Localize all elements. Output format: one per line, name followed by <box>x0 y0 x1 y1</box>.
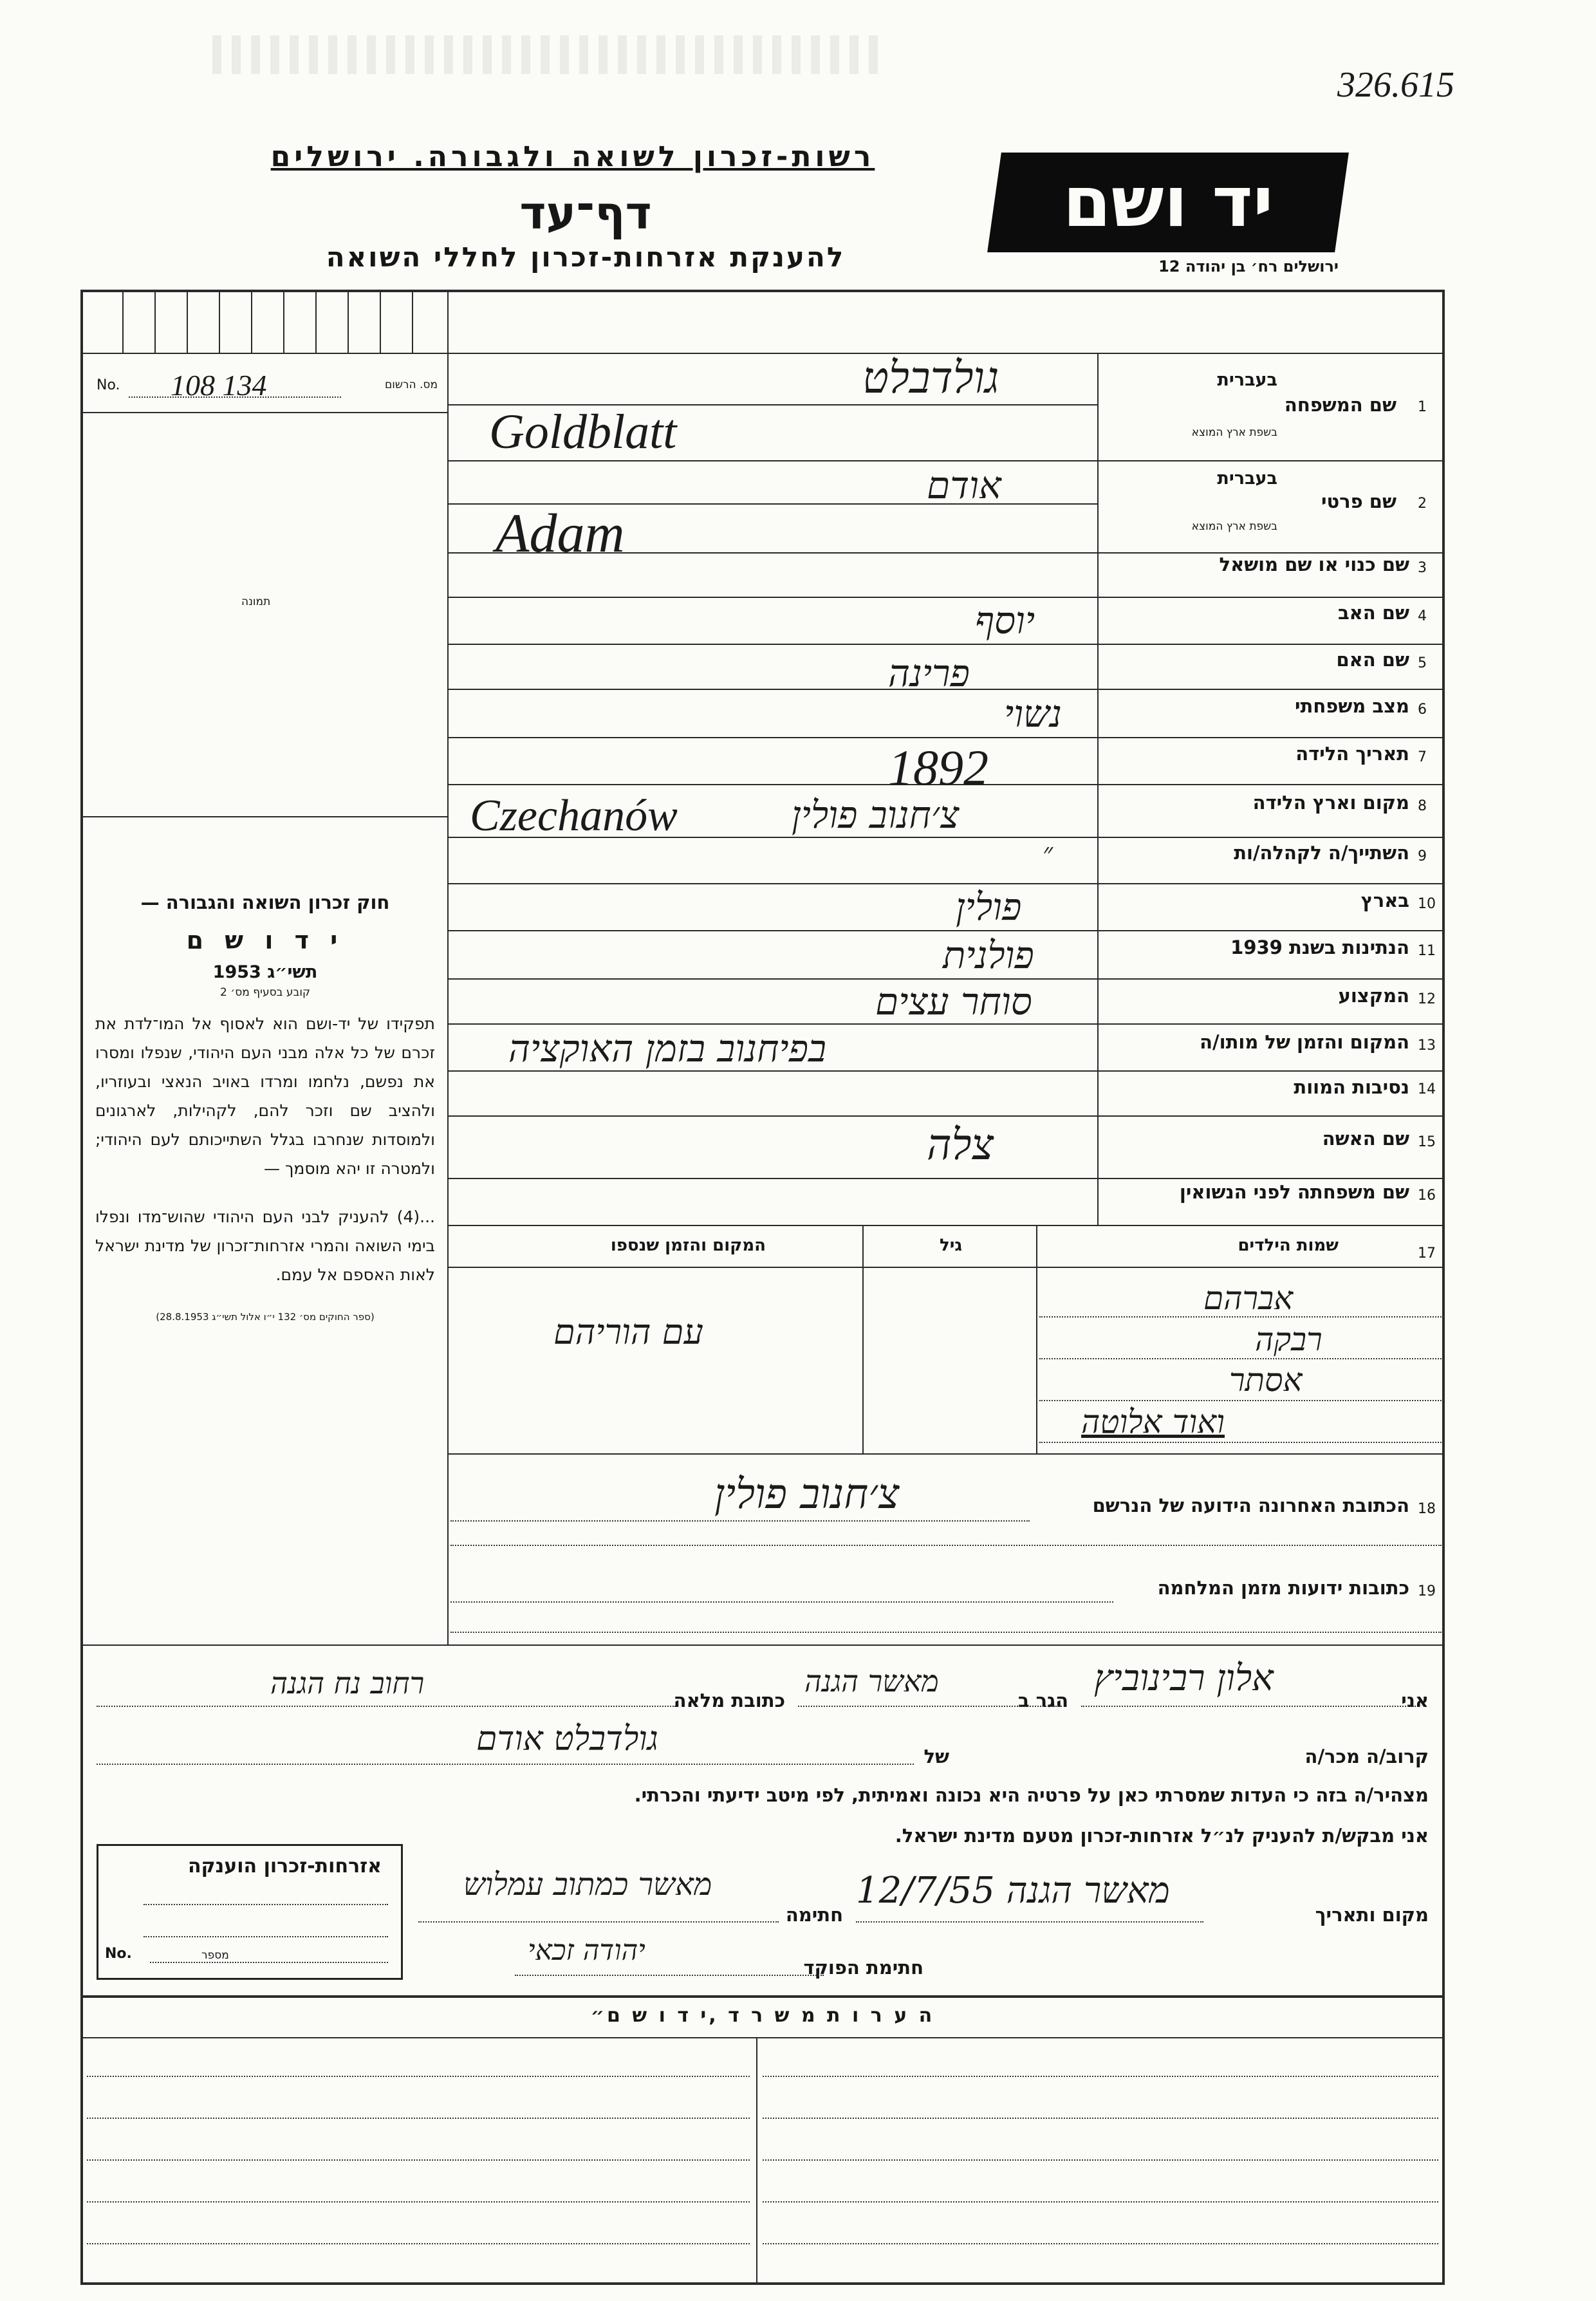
children-death-header: המקום והזמן שנספו <box>610 1236 766 1255</box>
field-label-mother-name: שם האם <box>1336 649 1409 671</box>
field-number: 17 <box>1418 1245 1436 1262</box>
field-number: 16 <box>1418 1188 1436 1204</box>
field-number: 3 <box>1418 560 1427 576</box>
full-address-label: כתובת מלאה <box>673 1690 785 1711</box>
witness-name[interactable]: אלון רבינוביץ <box>1094 1657 1274 1699</box>
citizenship-granted-title: אזרחות-זכרון הוענקה <box>187 1855 382 1877</box>
logo-text: יד ושם <box>1062 162 1274 243</box>
field-number: 5 <box>1418 655 1427 671</box>
registration-no-label: No. <box>97 377 120 393</box>
yad-vashem-logo <box>987 153 1349 252</box>
field-label-death-circumstances: נסיבות המוות <box>1294 1076 1409 1098</box>
form-title: דף־עד <box>519 187 652 239</box>
field-number: 18 <box>1418 1501 1436 1517</box>
field-number: 10 <box>1418 896 1436 912</box>
origin-sublabel: בשפת ארץ המוצא <box>1191 520 1277 533</box>
field-number: 19 <box>1418 1583 1436 1599</box>
death-place-value[interactable]: בפיחנוב בזמן האוקציה <box>508 1027 826 1070</box>
field-label-death-place-time: המקום והזמן של מותו/ה <box>1200 1031 1409 1053</box>
authority-title: רשות-זכרון לשואה ולגבורה. ירושלים <box>270 140 875 173</box>
first-name-hebrew[interactable]: אודם <box>927 463 1001 507</box>
field-label-first-name: שם פרטי <box>1321 490 1396 512</box>
photo-label: תמונה <box>241 595 271 608</box>
field-label-wartime-addresses: כתובות ידועות מזמן המלחמה <box>1157 1577 1409 1599</box>
registration-number[interactable]: 108 134 <box>171 369 267 402</box>
field-number: 11 <box>1418 943 1436 959</box>
scan-smudge <box>212 35 888 74</box>
law-paragraph-2: ...(4) להעניק לבני העם היהודי שהוש־מדו ונפלו בימי השואה והמרי אזרחות־זכרון של מדינת ישראל לאות האספם אל עמם. <box>95 1207 435 1284</box>
witness-address[interactable]: רחוב נח הגנה <box>270 1666 425 1700</box>
relation-label: קרוב/ה מכר/ה <box>1304 1746 1429 1767</box>
place-date-value[interactable]: מאשר הגנה 12/7/55 <box>856 1870 1170 1912</box>
resides-in-label: הגר ב <box>1017 1690 1068 1711</box>
clerk-signature-label: חתימת הפוקד <box>803 1957 923 1979</box>
family-name-hebrew[interactable]: גולדבלט <box>862 353 999 404</box>
field-number: 12 <box>1418 991 1436 1007</box>
field-number: 1 <box>1418 399 1427 415</box>
field-number: 13 <box>1418 1038 1436 1054</box>
place-date-label: מקום ותאריך <box>1315 1904 1429 1926</box>
field-label-wife-name: שם האשה <box>1322 1128 1409 1150</box>
field-number: 8 <box>1418 798 1427 814</box>
field-number: 14 <box>1418 1081 1436 1097</box>
field-label-family-name: שם המשפחה <box>1284 394 1396 416</box>
field-number: 15 <box>1418 1134 1436 1150</box>
field-label-birth-date: תאריך הלידה <box>1295 743 1409 765</box>
field-label-citizenship-1939: הנתינות בשנת 1939 <box>1230 936 1409 958</box>
archive-number: 326.615 <box>1337 65 1454 105</box>
form-subtitle: להענקת אזרחות-זכרון לחללי השואה <box>326 241 846 273</box>
child-name-3[interactable]: אסתר <box>1229 1361 1303 1399</box>
field-label-father-name: שם האב <box>1337 602 1409 624</box>
law-source: (ספר החוקים מס׳ 132 י״ו אלול תשי״ג 28.8.1953) <box>156 1311 375 1323</box>
of-label: של <box>923 1746 949 1767</box>
signature-label: חתימה <box>785 1904 843 1926</box>
birth-date-value[interactable]: 1892 <box>888 740 988 796</box>
family-name-original[interactable]: Goldblatt <box>489 405 677 459</box>
father-name-value[interactable]: יוסף <box>975 599 1035 642</box>
office-notes-header: ה ע ר ו ת מ ש ר ד ,י ד ו ש ם״ <box>590 2004 935 2027</box>
mother-name-value[interactable]: פרינה <box>888 651 970 695</box>
stamp-number-label: מספר <box>201 1949 229 1962</box>
stamp-no-label: No. <box>105 1946 132 1962</box>
statement-2: אני מבקש/ת להעניק לנ״ל אזרחות-זכרון מטעם מדינת ישראל. <box>895 1825 1429 1847</box>
child-name-4[interactable]: ואוד אלוטה <box>1081 1403 1225 1440</box>
citizenship-value[interactable]: פולנית <box>943 933 1034 977</box>
witness-city[interactable]: מאשר הגנה <box>804 1664 939 1699</box>
field-label-birth-place: מקום וארץ הלידה <box>1252 792 1409 814</box>
profession-value[interactable]: סוחר עצים <box>875 980 1032 1023</box>
field-number: 9 <box>1418 848 1427 864</box>
community-value[interactable]: ״ <box>1043 837 1053 868</box>
birth-place-latin[interactable]: Czechanów <box>470 791 678 841</box>
logo-address: ירושלים רח׳ בן יהודה 12 <box>1158 257 1339 275</box>
field-label-wife-maiden-name: שם משפחתה לפני הנשואין <box>1179 1181 1409 1203</box>
declaration-i-label: אני <box>1401 1690 1429 1711</box>
first-name-original[interactable]: Adam <box>496 502 625 564</box>
field-label-community: השתייך/ה לקהלה/ות <box>1234 842 1409 864</box>
field-label-profession: המקצוע <box>1338 985 1409 1007</box>
field-number: 6 <box>1418 702 1427 718</box>
field-number: 2 <box>1418 496 1427 512</box>
clerk-signature[interactable]: יהודה זכאי <box>528 1934 645 1967</box>
hebrew-sublabel: בעברית <box>1217 370 1277 390</box>
registration-label: מס. הרשום <box>384 378 438 391</box>
child-name-1[interactable]: אברהם <box>1203 1280 1294 1317</box>
child-name-2[interactable]: רבקה <box>1255 1321 1322 1358</box>
origin-sublabel: בשפת ארץ המוצא <box>1191 426 1277 439</box>
law-clause: קובע בסעיף מס׳ 2 <box>219 986 311 999</box>
last-address-value[interactable]: צ׳חנוב פולין <box>714 1471 900 1518</box>
field-label-last-address: הכתובת האחרונה הידועה של הנרשם <box>1092 1495 1409 1516</box>
law-paragraph-1: תפקידו של יד-ושם הוא לאסוף אל המו־לדת את זכרם של כל אלה מבני העם היהודי, שנפלו ומסרו את נפשם, נלחמו ומרדו באויב הנאצי ובעוזריו, ולהציב שם וזכר להם, לקהילות, לארגונים ולמוסדות שנחרבו בגלל השתייכותם לעם היהודי; ולמטרה זו יהא מוסמך — <box>95 1014 435 1178</box>
field-label-marital-status: מצב משפחתי <box>1294 695 1409 717</box>
children-age-header: גיל <box>939 1236 962 1255</box>
law-name: י ד ו ש ם <box>186 926 344 955</box>
statement-1: מצהיר/ה בזה כי העדות שמסרתי כאן על פרטיה היא נכונה ואמיתית, לפי מיטב ידיעתי והכרתי. <box>634 1784 1429 1806</box>
children-names-header: שמות הילדים <box>1238 1236 1339 1255</box>
field-label-nickname: שם כנוי או שם מושאל <box>1219 554 1409 575</box>
children-death-place[interactable]: עם הוריהם <box>553 1312 703 1352</box>
law-section <box>95 891 435 1323</box>
wife-name-value[interactable]: צלה <box>927 1120 994 1169</box>
registration-row <box>97 369 438 404</box>
field-number: 4 <box>1418 608 1427 624</box>
witness-signature[interactable]: מאשר כמתוב עמלוש <box>463 1867 712 1903</box>
law-year: תשי״ג 1953 <box>212 962 318 982</box>
field-label-country: בארץ <box>1360 890 1409 911</box>
marital-status-value[interactable]: נשוי <box>1004 692 1062 736</box>
hebrew-sublabel: בעברית <box>1217 469 1277 489</box>
citizenship-granted-box <box>97 1844 403 1980</box>
country-value[interactable]: פולין <box>956 885 1022 929</box>
birth-place-value[interactable]: צ׳חנוב פולין <box>792 793 960 837</box>
relative-name[interactable]: גולדבלט אודם <box>476 1720 658 1758</box>
field-number: 7 <box>1418 749 1427 765</box>
law-title: חוק זכרון השואה והגבורה — <box>140 891 390 913</box>
